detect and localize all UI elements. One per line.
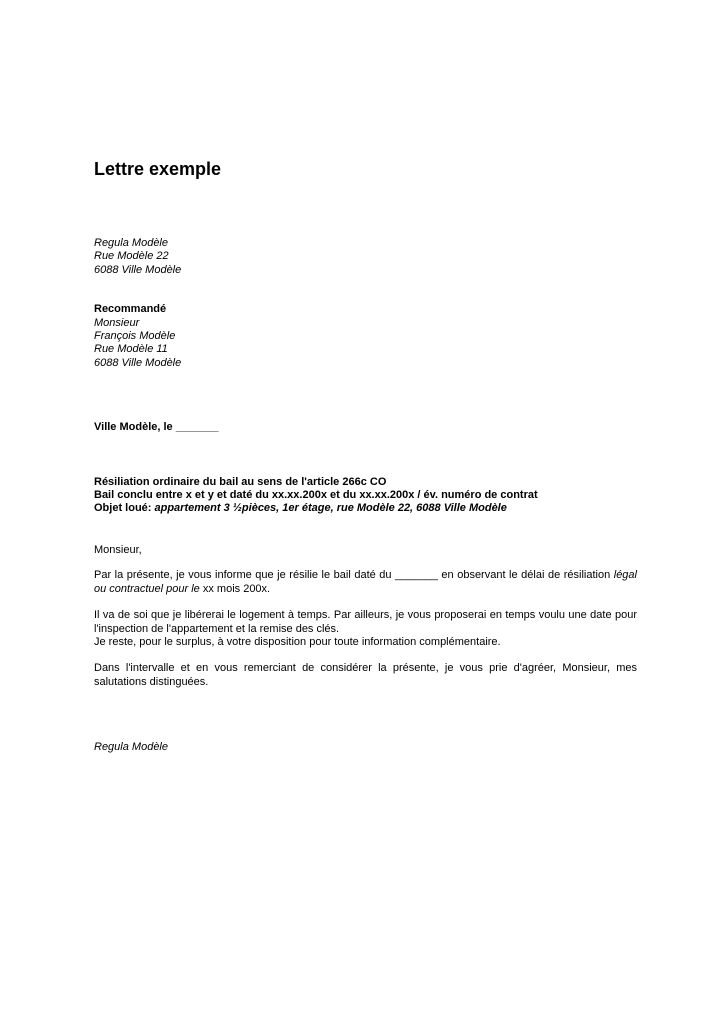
recipient-salutation: Monsieur — [94, 316, 140, 329]
recipient-address — [94, 303, 637, 370]
body-paragraph-1 — [94, 569, 637, 596]
object-value: appartement 3 ½pièces, 1er étage, rue Modèle 22, 6088 Ville Modèle — [154, 502, 507, 515]
object-label: Objet loué: — [94, 502, 155, 515]
paragraph-2-line-2: Je reste, pour le surplus, à votre disposition pour toute information complémentaire. — [94, 635, 501, 648]
salutation: Monsieur, — [94, 543, 142, 556]
signature: Regula Modèle — [94, 741, 168, 754]
recipient-street: Rue Modèle 11 — [94, 343, 168, 356]
subject-line-2: Bail conclu entre x et y et daté du xx.xx.200x et du xx.xx.200x / év. numéro de contrat — [94, 489, 538, 502]
paragraph-1-regular-start: Par la présente, je vous informe que je résilie le bail daté du _______ en observant le délai de résiliation — [94, 569, 614, 582]
subject-line-1: Résiliation ordinaire du bail au sens de l'article 266c CO — [94, 475, 387, 488]
paragraph-1-regular-end: xx mois 200x. — [202, 582, 271, 595]
subject-object-line — [94, 502, 637, 515]
recipient-name: François Modèle — [94, 330, 176, 343]
paragraph-1-italic: légal ou contractuel pour le — [94, 569, 637, 595]
subject-block — [94, 476, 637, 516]
sender-street: Rue Modèle 22 — [94, 250, 169, 263]
sender-address — [94, 237, 637, 277]
date-line: Ville Modèle, le _______ — [94, 421, 219, 434]
sender-city: 6088 Ville Modèle — [94, 263, 182, 276]
delivery-mode: Recommandé — [94, 303, 167, 316]
letter-title: Lettre exemple — [94, 159, 222, 179]
recipient-city: 6088 Ville Modèle — [94, 356, 182, 369]
body-paragraph-2 — [94, 609, 637, 649]
body-paragraph-3: Dans l'intervalle et en vous remerciant de considérer la présente, je vous prie d'agréer, Monsieur, mes salutations distinguées. — [94, 662, 637, 688]
paragraph-2-line-1: Il va de soi que je libérerai le logement à temps. Par ailleurs, je vous proposerai en temps voulu une date pour l'inspection de l'appartement et la remise des clés. — [94, 609, 637, 635]
sender-name: Regula Modèle — [94, 237, 168, 249]
